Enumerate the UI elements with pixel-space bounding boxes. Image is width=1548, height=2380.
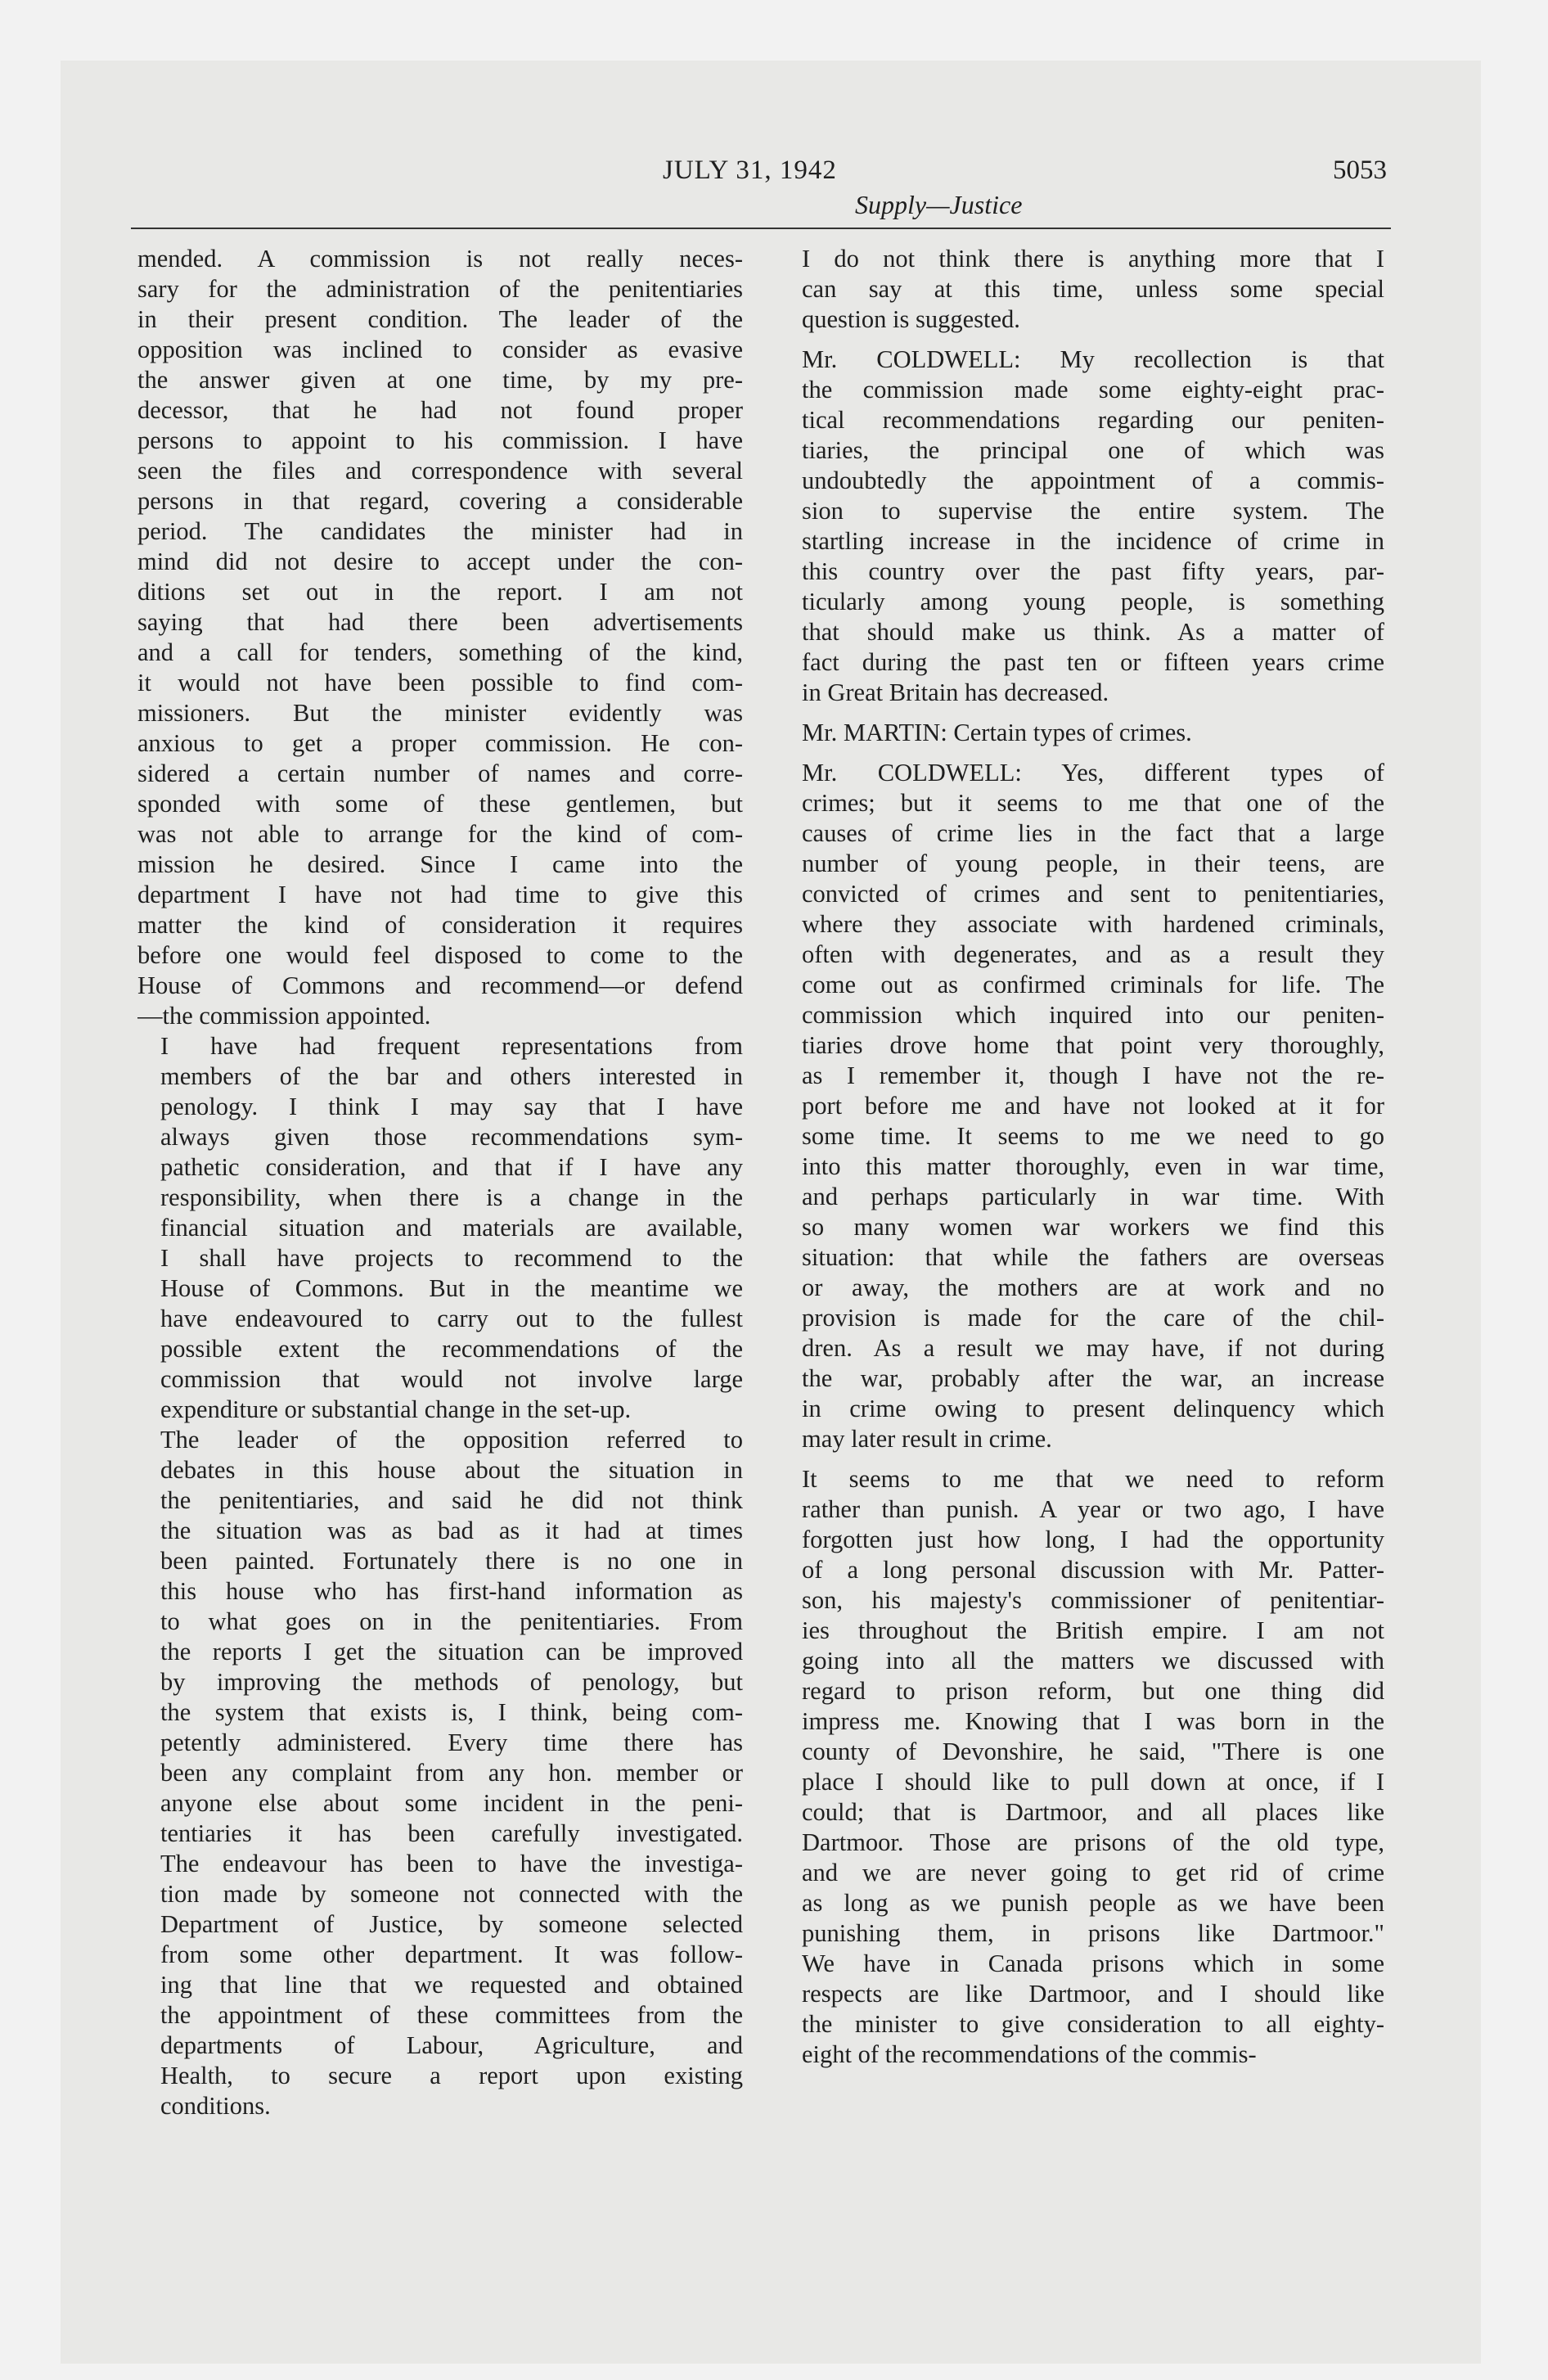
text-line: Mr. COLDWELL: My recollection is that — [802, 345, 1384, 373]
text-line: been any complaint from any hon. member or — [160, 1759, 743, 1787]
text-line: rather than punish. A year or two ago, I have — [802, 1495, 1384, 1523]
text-line: the system that exists is, I think, being com- — [160, 1698, 743, 1726]
text-line: persons in that regard, covering a considerable — [137, 487, 743, 515]
text-line: in Great Britain has decreased. — [802, 678, 1109, 706]
text-line: fact during the past ten or fifteen years crime — [802, 648, 1384, 676]
text-line: may later result in crime. — [802, 1425, 1052, 1453]
text-line: often with degenerates, and as a result they — [802, 940, 1384, 968]
paragraph — [779, 345, 1384, 708]
text-line: so many women war workers we find this — [802, 1213, 1384, 1241]
text-line: I shall have projects to recommend to the — [160, 1244, 743, 1272]
text-line: before one would feel disposed to come to the — [137, 941, 743, 969]
text-line: The leader of the opposition referred to — [160, 1426, 743, 1454]
text-line: could; that is Dartmoor, and all places like — [802, 1798, 1384, 1826]
text-line: anyone else about some incident in the peni- — [160, 1789, 743, 1817]
text-line: I do not think there is anything more that I — [802, 245, 1384, 273]
paragraph — [137, 244, 743, 1031]
text-line: members of the bar and others interested in — [160, 1062, 743, 1090]
text-line: departments of Labour, Agriculture, and — [160, 2031, 743, 2059]
text-line: been painted. Fortunately there is no one in — [160, 1547, 743, 1575]
text-line: financial situation and materials are available, — [160, 1214, 743, 1242]
text-line: regard to prison reform, but one thing did — [802, 1677, 1384, 1705]
section-title: Supply—Justice — [855, 190, 1023, 219]
text-line: tiaries, the principal one of which was — [802, 436, 1384, 464]
text-line: tion made by someone not connected with the — [160, 1880, 743, 1908]
text-line: by improving the methods of penology, but — [160, 1668, 743, 1696]
text-line: the minister to give consideration to all eighty- — [802, 2010, 1384, 2038]
text-line: ing that line that we requested and obtained — [160, 1971, 743, 1999]
text-line: respects are like Dartmoor, and I should like — [802, 1980, 1384, 2008]
text-line: mind did not desire to accept under the con- — [137, 548, 743, 575]
text-line: have endeavoured to carry out to the fullest — [160, 1305, 743, 1332]
text-line: to what goes on in the penitentiaries. From — [160, 1607, 743, 1635]
text-line: punishing them, in prisons like Dartmoor." — [802, 1919, 1384, 1947]
text-line: the commission made some eighty-eight prac- — [802, 376, 1384, 403]
text-line: in their present condition. The leader of the — [137, 305, 743, 333]
text-line: I have had frequent representations from — [160, 1032, 743, 1060]
text-line: penology. I think I may say that I have — [160, 1093, 743, 1120]
text-line: commission that would not involve large — [160, 1365, 743, 1393]
text-line: sary for the administration of the penitentiaries — [137, 275, 743, 303]
text-line: the answer given at one time, by my pre- — [137, 366, 743, 394]
text-line: the penitentiaries, and said he did not think — [160, 1486, 743, 1514]
text-line: the war, probably after the war, an increase — [802, 1364, 1384, 1392]
text-line: undoubtedly the appointment of a commis- — [802, 467, 1384, 494]
text-line: and we are never going to get rid of crime — [802, 1859, 1384, 1886]
text-line: House of Commons and recommend—or defend — [137, 971, 743, 999]
text-line: it would not have been possible to find com- — [137, 669, 743, 696]
text-line: forgotten just how long, I had the opportunity — [802, 1526, 1384, 1553]
text-line: of a long personal discussion with Mr. Patter- — [802, 1556, 1384, 1584]
text-line: tiaries drove home that point very thoroughly, — [802, 1031, 1384, 1059]
text-line: period. The candidates the minister had in — [137, 517, 743, 545]
text-line: persons to appoint to his commission. I have — [137, 426, 743, 454]
text-line: tical recommendations regarding our peniten- — [802, 406, 1384, 434]
text-line: commission which inquired into our peniten- — [802, 1001, 1384, 1029]
paragraph — [779, 1464, 1384, 2070]
text-line: mission he desired. Since I came into the — [137, 850, 743, 878]
text-line: and a call for tenders, something of the kind, — [137, 638, 743, 666]
text-line: this house who has first-hand information as — [160, 1577, 743, 1605]
right-column — [779, 244, 1384, 2070]
text-line: pathetic consideration, and that if I have any — [160, 1153, 743, 1181]
paragraph — [779, 244, 1384, 335]
paragraph — [137, 1031, 743, 1425]
text-line: House of Commons. But in the meantime we — [160, 1274, 743, 1302]
text-line: this country over the past fifty years, par- — [802, 557, 1384, 585]
text-line: petently administered. Every time there has — [160, 1729, 743, 1756]
text-line: into this matter thoroughly, even in war time, — [802, 1152, 1384, 1180]
text-line: Mr. COLDWELL: Yes, different types of — [802, 759, 1384, 787]
text-line: —the commission appointed. — [137, 1002, 431, 1030]
text-line: It seems to me that we need to reform — [802, 1465, 1384, 1493]
text-line: expenditure or substantial change in the set-up. — [160, 1395, 632, 1423]
text-line: ies throughout the British empire. I am not — [802, 1616, 1384, 1644]
paragraph — [779, 758, 1384, 1454]
text-line: impress me. Knowing that I was born in the — [802, 1707, 1384, 1735]
text-line: place I should like to pull down at once, if I — [802, 1768, 1384, 1796]
text-line: was not able to arrange for the kind of com- — [137, 820, 743, 848]
text-line: possible extent the recommendations of the — [160, 1335, 743, 1363]
text-line: sponded with some of these gentlemen, but — [137, 790, 743, 818]
text-line: opposition was inclined to consider as evasive — [137, 336, 743, 363]
text-line: county of Devonshire, he said, "There is one — [802, 1738, 1384, 1765]
text-line: port before me and have not looked at it for — [802, 1092, 1384, 1120]
text-line: Mr. MARTIN: Certain types of crimes. — [802, 719, 1192, 746]
text-line: eight of the recommendations of the commis- — [802, 2040, 1257, 2068]
text-line: missioners. But the minister evidently was — [137, 699, 743, 727]
text-line: come out as confirmed criminals for life. The — [802, 971, 1384, 998]
page-number: 5053 — [1333, 156, 1387, 185]
text-line: debates in this house about the situation in — [160, 1456, 743, 1484]
text-line: can say at this time, unless some special — [802, 275, 1384, 303]
text-line: decessor, that he had not found proper — [137, 396, 743, 424]
paragraph — [137, 1425, 743, 2121]
text-line: Department of Justice, by someone selected — [160, 1910, 743, 1938]
text-line: matter the kind of consideration it requires — [137, 911, 743, 939]
text-line: or away, the mothers are at work and no — [802, 1273, 1384, 1301]
page-header — [123, 156, 1387, 229]
text-line: question is suggested. — [802, 305, 1020, 333]
text-line: in crime owing to present delinquency which — [802, 1395, 1384, 1422]
text-line: startling increase in the incidence of crime in — [802, 527, 1384, 555]
text-line: causes of crime lies in the fact that a large — [802, 819, 1384, 847]
text-line: number of young people, in their teens, are — [802, 850, 1384, 877]
text-line: ticularly among young people, is something — [802, 588, 1384, 615]
text-line: sion to supervise the entire system. The — [802, 497, 1384, 525]
text-line: Health, to secure a report upon existing — [160, 2062, 743, 2089]
text-line: crimes; but it seems to me that one of the — [802, 789, 1384, 817]
text-line: the situation was as bad as it had at times — [160, 1517, 743, 1544]
header-divider — [131, 228, 1391, 229]
text-line: that should make us think. As a matter of — [802, 618, 1384, 646]
text-line: responsibility, when there is a change in the — [160, 1183, 743, 1211]
text-line: conditions. — [160, 2092, 271, 2120]
text-line: where they associate with hardened criminals, — [802, 910, 1384, 938]
text-line: mended. A commission is not really neces- — [137, 245, 743, 273]
text-line: provision is made for the care of the chil- — [802, 1304, 1384, 1332]
text-line: son, his majesty's commissioner of penitentiar- — [802, 1586, 1384, 1614]
text-line: sidered a certain number of names and corre- — [137, 760, 743, 787]
text-line: always given those recommendations sym- — [160, 1123, 743, 1151]
text-line: anxious to get a proper commission. He con- — [137, 729, 743, 757]
text-line: ditions set out in the report. I am not — [137, 578, 743, 606]
text-line: Dartmoor. Those are prisons of the old type, — [802, 1828, 1384, 1856]
text-line: saying that had there been advertisements — [137, 608, 743, 636]
text-line: as I remember it, though I have not the re- — [802, 1062, 1384, 1089]
text-line: tentiaries it has been carefully investigated. — [160, 1819, 743, 1847]
text-line: situation: that while the fathers are overseas — [802, 1243, 1384, 1271]
text-line: going into all the matters we discussed with — [802, 1647, 1384, 1675]
text-line: We have in Canada prisons which in some — [802, 1950, 1384, 1977]
text-line: seen the files and correspondence with several — [137, 457, 743, 485]
text-line: the appointment of these committees from the — [160, 2001, 743, 2029]
header-date: JULY 31, 1942 — [663, 156, 837, 185]
text-line: dren. As a result we may have, if not during — [802, 1334, 1384, 1362]
text-line: some time. It seems to me we need to go — [802, 1122, 1384, 1150]
text-line: the reports I get the situation can be improved — [160, 1638, 743, 1666]
text-line: convicted of crimes and sent to penitentiaries, — [802, 880, 1384, 908]
left-column — [137, 244, 743, 2121]
text-line: from some other department. It was follow- — [160, 1941, 743, 1968]
text-line: as long as we punish people as we have been — [802, 1889, 1384, 1917]
text-line: and perhaps particularly in war time. With — [802, 1183, 1384, 1210]
paragraph — [779, 718, 1384, 748]
text-line: The endeavour has been to have the investiga- — [160, 1850, 743, 1877]
text-line: department I have not had time to give this — [137, 881, 743, 908]
